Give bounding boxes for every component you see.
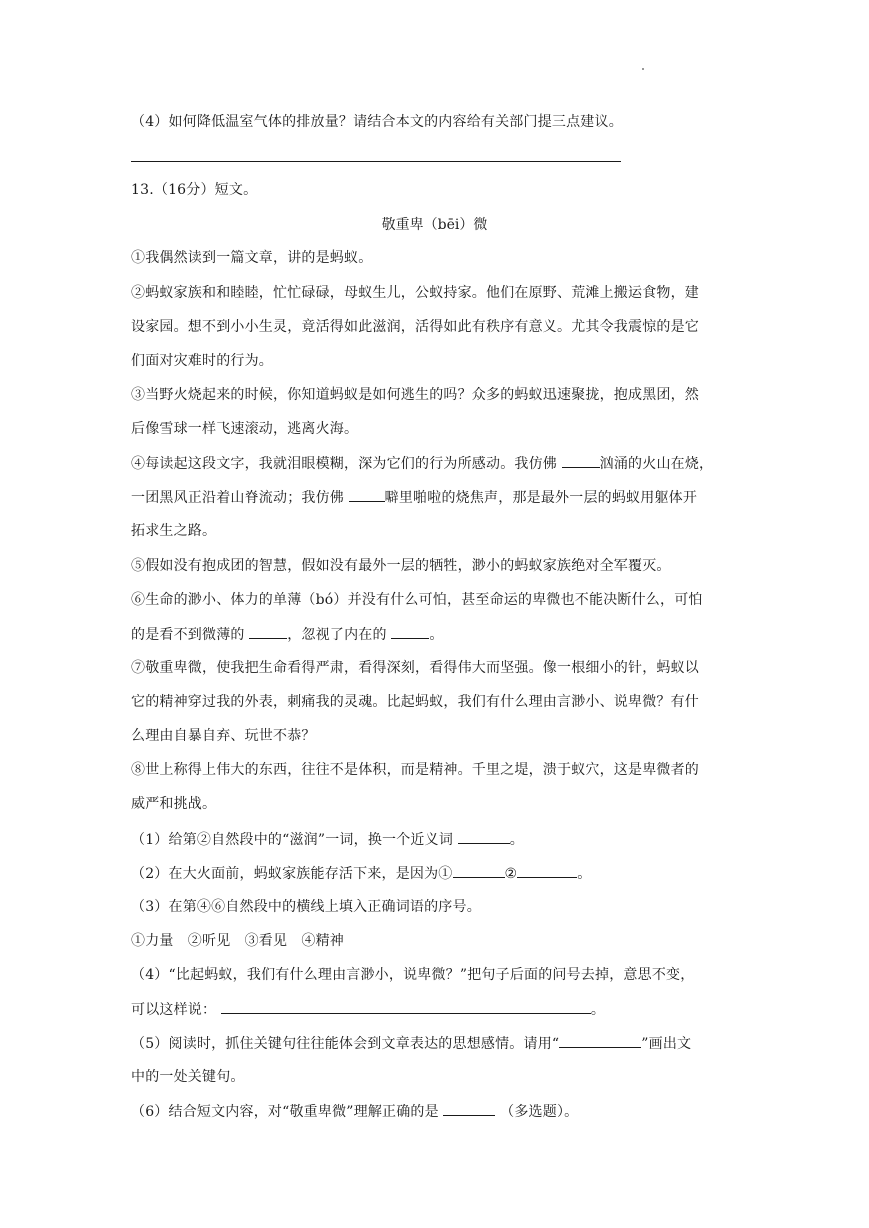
answer-blank[interactable]: [458, 829, 510, 844]
question-4-text: 可以这样说：: [131, 1002, 217, 1018]
question-3-options: ①力量 ②听见 ③看见 ④精神: [131, 933, 344, 949]
answer-line[interactable]: [131, 161, 621, 162]
question-6-end: （多选题）。: [500, 1104, 579, 1120]
question-2: [131, 863, 591, 884]
question-4-end: 。: [590, 1002, 606, 1018]
para-3-line: 后像雪球一样飞速滚动，逃离火海。: [131, 421, 359, 437]
question-3: （3）在第④⑥自然段中的横线上填入正确词语的序号。: [131, 899, 481, 915]
fill-blank[interactable]: [391, 624, 429, 639]
question-4-line: [131, 999, 605, 1020]
para-4-text: ④每读起这段文字，我就泪眼模糊，深为它们的行为所感动。我仿佛: [131, 456, 557, 472]
para-7-line: 它的精神穿过我的外表，刺痛我的灵魂。比起蚂蚁，我们有什么理由言渺小、说卑微？有什: [131, 694, 699, 710]
question-2-text: ②: [504, 866, 518, 882]
question-5-line: [131, 1033, 691, 1054]
answer-blank[interactable]: [443, 1101, 495, 1116]
para-8-line: 威严和挑战。: [131, 796, 217, 812]
fill-blank[interactable]: [249, 624, 287, 639]
answer-blank[interactable]: [453, 863, 505, 878]
para-7-line: ⑦敬重卑微，使我把生命看得严肃，看得深刻，看得伟大而坚强。像一根细小的针，蚂蚁以: [131, 660, 699, 676]
para-2-line: 们面对灾难时的行为。: [131, 353, 273, 369]
para-3-line: ③当野火烧起来的时候，你知道蚂蚁是如何逃生的吗？众多的蚂蚁迅速聚拢，抱成黑团，然: [131, 387, 699, 403]
para-4-line: [131, 487, 697, 508]
para-6-line: ⑥生命的渺小、体力的单薄（bó）并没有什么可怕，甚至命运的卑微也不能决断什么，可怕: [131, 592, 703, 608]
fill-blank[interactable]: [349, 487, 385, 502]
question-6: [131, 1101, 578, 1122]
para-7-line: 么理由自暴自弃、玩世不恭？: [131, 728, 316, 744]
para-4-line: [131, 453, 713, 474]
question-2-end: 。: [577, 866, 592, 882]
question-5-line: 中的一处关键句。: [131, 1069, 245, 1085]
answer-blank[interactable]: [221, 999, 591, 1014]
para-1: ①我偶然读到一篇文章，讲的是蚂蚁。: [131, 250, 373, 266]
underline-sample: [559, 1033, 641, 1048]
para-6-text: 的是看不到微薄的: [131, 627, 245, 643]
para-4-text: 一团黑风正沿着山脊流动；我仿佛: [131, 490, 344, 506]
question-1: [131, 829, 524, 850]
para-4-line: 拓求生之路。: [131, 523, 217, 539]
question-1-end: 。: [509, 832, 524, 848]
para-4-text: 噼里啪啦的烧焦声，那是最外一层的蚂蚁用躯体开: [384, 490, 698, 506]
question-1-text: （1）给第②自然段中的“滋润”一词，换一个近义词: [131, 832, 454, 848]
para-8-line: ⑧世上称得上伟大的东西，往往不是体积，而是精神。千里之堤，溃于蚁穴，这是卑微者的: [131, 762, 699, 778]
question-5-text: ”画出文: [641, 1036, 692, 1052]
para-4-text: 汹涌的火山在烧，: [599, 456, 714, 472]
question-2-text: （2）在大火面前，蚂蚁家族能存活下来，是因为①: [131, 866, 453, 882]
question-6-text: （6）结合短文内容，对“敬重卑微”理解正确的是: [131, 1104, 439, 1120]
para-6-line: [131, 624, 444, 645]
para-6-text: 。: [429, 627, 444, 643]
essay-title: 敬重卑（bēi）微: [381, 217, 488, 233]
question-5-text: （5）阅读时，抓住关键句往往能体会到文章表达的思想感情。请用“: [131, 1036, 560, 1052]
para-6-text: ，忽视了内在的: [287, 627, 387, 643]
para-2-line: ②蚂蚁家族和和睦睦，忙忙碌碌，母蚁生儿，公蚁持家。他们在原野、荒滩上搬运食物，建: [131, 285, 699, 301]
answer-blank[interactable]: [517, 863, 577, 878]
para-5: ⑤假如没有抱成团的智慧，假如没有最外一层的牺牲，渺小的蚂蚁家族绝对全军覆灭。: [131, 558, 671, 574]
q13-header: 13.（16分）短文。: [131, 182, 258, 198]
page-dot: [642, 68, 644, 70]
para-2-line: 设家园。想不到小小生灵，竟活得如此滋润，活得如此有秩序有意义。尤其令我震惊的是它: [131, 319, 699, 335]
question-4-line: （4）“比起蚂蚁，我们有什么理由言渺小，说卑微？”把句子后面的问号去掉，意思不变，: [131, 967, 695, 983]
q12-item-4: （4）如何降低温室气体的排放量？请结合本文的内容给有关部门提三点建议。: [131, 114, 623, 130]
fill-blank[interactable]: [562, 453, 600, 468]
